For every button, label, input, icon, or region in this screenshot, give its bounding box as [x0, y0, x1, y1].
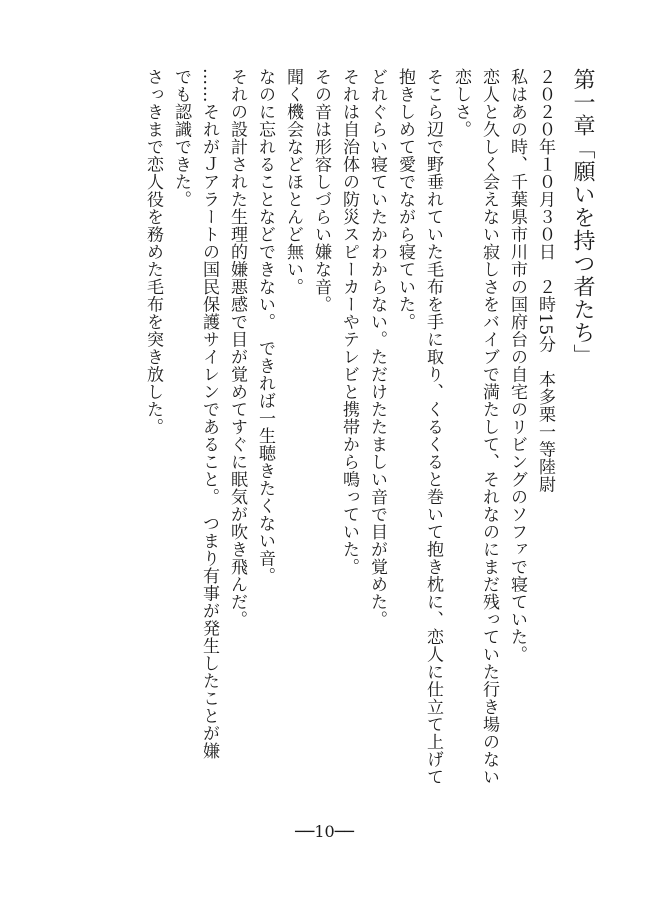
text-line: その音は形容しづらい嫌な音。: [311, 68, 331, 313]
text-line: 恋しさ。: [451, 68, 471, 138]
text-line: ……それがＪアラートの国民保護サイレンであること。 つまり有事が発生したことが嫌: [199, 68, 219, 760]
text-line: 聞く機会などほとんど無い。: [283, 68, 303, 296]
text-line: そこら辺で野垂れていた毛布を手に取り、くるくると巻いて抱き枕に、恋人に仕立て上げて: [423, 68, 443, 786]
chapter-title: 第一章「願いを持つ者たち」: [570, 68, 595, 367]
text-line: なのに忘れることなどできない。 できれば一生聴きたくない音。: [255, 68, 275, 585]
text-line: 私はあの時、千葉県市川市の国府台の自宅のリビングのソファで寝ていた。: [507, 68, 527, 663]
text-line: 抱きしめて愛でながら寝ていた。: [395, 68, 415, 331]
text-line: 恋人と久しく会えない寂しさをバイブで満たして、それなのにまだ残っていた行き場のない: [479, 68, 499, 786]
text-line-date-header: ２０２０年１０月３０日 ２時15分 本多栗一等陸尉: [535, 68, 555, 494]
text-line: どれぐらい寝ていたかわからない。ただけたたましい音で目が覚めた。: [367, 68, 387, 628]
text-line: さっきまで恋人役を務めた毛布を突き放した。: [143, 68, 163, 436]
text-line: それの設計された生理的嫌悪感で目が覚めてすぐに眠気が吹き飛んだ。: [227, 68, 247, 628]
page-number: ──10──: [295, 822, 354, 841]
vertical-text-body: [39, 68, 599, 808]
text-line: それは自治体の防災スピーカーやテレビと携帯から鳴っていた。: [339, 68, 359, 576]
text-line: でも認識できた。: [171, 68, 191, 208]
